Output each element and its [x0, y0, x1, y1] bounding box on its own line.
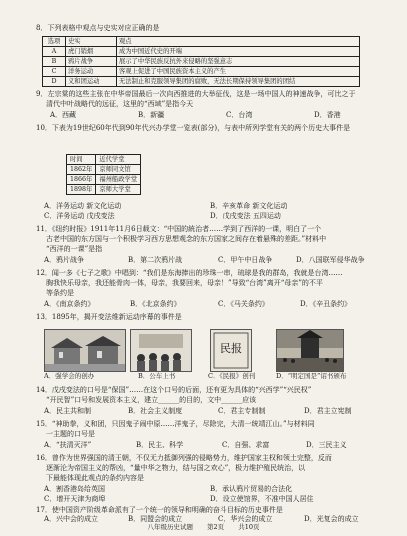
q11-stem-line1: 11．《纽约时报》1911年11月6日载文：“中国的統治者……学到了西洋的一课，明白了一个	[36, 225, 322, 233]
q12-stem-line3: 等条约是	[46, 289, 74, 297]
table-cell: B	[43, 57, 66, 67]
table-header: 选项	[43, 37, 66, 47]
q12-option-a[interactable]: A．《南京条约》	[44, 300, 95, 308]
table-row	[67, 175, 141, 185]
q8-table	[42, 36, 360, 87]
table-cell: 虎门销烟	[66, 47, 117, 57]
q15-option-a[interactable]: A．“扶清灭洋”	[44, 441, 92, 449]
q15-option-d[interactable]: D．三民主义	[306, 441, 347, 449]
table-row	[43, 57, 360, 67]
table-header: 史实	[66, 37, 117, 47]
q10-option-b[interactable]: B．辛亥革命 新文化运动	[210, 202, 288, 210]
q13-image-c-newspaper[interactable]	[210, 329, 252, 372]
q9-option-b[interactable]: B．新疆	[138, 111, 165, 119]
q13-option-d[interactable]: D．“明定国是”诏书颁布	[276, 372, 347, 380]
q17-option-c[interactable]: C．华兴会的成立	[218, 515, 273, 523]
table-header-row	[67, 155, 141, 165]
q14-option-b[interactable]: B．社会主义制度	[128, 407, 183, 415]
q14-stem-line1: 14．戊戌变法的口号是“保国”……在这个口号的后面，还有更为具体的“兴西学”“兴民权”	[36, 386, 312, 394]
q17-option-d[interactable]: D．光复会的成立	[304, 515, 359, 523]
q9-option-a[interactable]: A．西藏	[50, 111, 77, 119]
table-cell: 1862年	[67, 165, 96, 175]
q9-option-d[interactable]: D．香港	[314, 111, 341, 119]
q11-stem-line2: 古老中国的东方国与一个积极学习西方思想观念的东方国家之间存在着悬殊的差距。”材料中	[46, 235, 327, 243]
q14-option-d[interactable]: D．君主立宪制	[304, 407, 352, 415]
q15-stem-line2: 一主题的口号是	[46, 430, 95, 438]
table-cell: 义和团运动	[66, 77, 117, 87]
q11-option-b[interactable]: B．第二次鸦片战	[128, 256, 183, 264]
q16-stem-line1: 16．曾作为世界强国的清王朝，不仅无力抵御列强的侵略势力，维护国家主权和领土完整，反而	[36, 454, 332, 462]
q12-option-c[interactable]: C．《马关条约》	[218, 300, 269, 308]
q12-stem-line2: 胸我快乐母亲，我还能骨肉一体，母亲，我要回来，母亲！”导致“台湾”离开“母亲”的不平	[46, 279, 323, 287]
q16-option-d[interactable]: D．设立使馆界，不准中国人居住	[210, 495, 314, 503]
q16-stem-line3: 下最能体现此观点的条约内容是	[46, 474, 144, 482]
page-footer	[0, 522, 407, 531]
q13-image-d-gate[interactable]	[276, 329, 344, 372]
table-cell: 福州船政学堂	[96, 175, 141, 185]
table-cell: 成为中国近代史的开端	[117, 47, 360, 57]
q9-option-c[interactable]: C．台湾	[226, 111, 253, 119]
table-cell: 鸦片战争	[66, 57, 117, 67]
q11-option-a[interactable]: A．鸦片战争	[44, 256, 85, 264]
table-cell: 京师同文馆	[96, 165, 141, 175]
footer-page-number: 第2页	[207, 523, 225, 531]
q15-option-c[interactable]: C．自强、求富	[222, 441, 270, 449]
q13-image-b-crowd[interactable]	[130, 329, 192, 372]
q16-option-c[interactable]: C．增开天津为商埠	[44, 495, 106, 503]
q12-option-d[interactable]: D．《辛丑条约》	[300, 300, 352, 308]
table-header: 观点	[117, 37, 360, 47]
q13-option-a[interactable]: A．强学会的创办	[44, 372, 95, 380]
q11-option-c[interactable]: C．甲午中日战争	[218, 256, 273, 264]
table-cell: 洋务运动	[66, 67, 117, 77]
q14-option-a[interactable]: A．民主共和制	[44, 407, 92, 415]
table-cell: 1866年	[67, 175, 96, 185]
q16-stem-line2: 逐渐沦为帝国主义的帮凶，“量中华之物力，结与国之欢心”，极力维护殖民统治，以	[46, 464, 306, 472]
q9-stem-line1: 9．左宗棠的这些主张在中华帝国最后一次向西推进的大举征伐，这是一场中国人的神速战争，可比之于	[36, 90, 356, 98]
table-row	[43, 47, 360, 57]
table-row	[43, 77, 360, 87]
q13-image-c-title: 民报	[220, 342, 242, 355]
q9-stem-line2: 清代中叶战略代的远征，这里的“西域”是指今天	[46, 100, 194, 108]
table-cell: 展示了中华民族反抗外来侵略的坚强意志	[117, 57, 360, 67]
q17-option-a[interactable]: A．兴中会的成立	[44, 515, 99, 523]
q11-option-d[interactable]: D．八国联军侵华战争	[296, 256, 365, 264]
q10-option-c[interactable]: C．洋务运动 戊戌变法	[44, 212, 115, 220]
table-cell: 京师大学堂	[96, 185, 141, 195]
q14-option-c[interactable]: C．君主专制制	[218, 407, 266, 415]
footer-subject: 八年级历史试题	[147, 523, 193, 531]
q17-option-b[interactable]: B．同盟会的成立	[128, 515, 183, 523]
q13-stem: 13．1895年，揭开变法维新运动序幕的事件是	[36, 313, 182, 321]
q12-stem-line1: 12．闻一多《七子之歌》中唱到：“我们是东海捧出的珍珠一串，琉球是我的群岛，我就是台湾……	[36, 269, 343, 277]
q10-option-d[interactable]: D．戊戌变法 五四运动	[210, 212, 281, 220]
q10-stem: 10．下表为19世纪60年代到90年代兴办学堂一览表(部分)，与表中所列学堂有关的两个历史大事件是	[36, 124, 351, 132]
table-cell: 客观上促进了中国民族资本主义的产生	[117, 67, 360, 77]
q14-stem-line2: “开民智”口号和发展资本主义，建立______的目的，文中______应该	[46, 396, 257, 404]
table-header-row	[43, 37, 360, 47]
table-row	[67, 185, 141, 195]
table-row	[43, 67, 360, 77]
q15-stem-line1: 15．“神助拳，义和团，只因鬼子闹中原……洋鬼子，尽除完，大清一统靖江山。”与材料同	[36, 420, 315, 428]
table-cell: D	[43, 77, 66, 87]
table-cell: C	[43, 67, 66, 77]
table-cell: 无法制止和克服领导集团的腐败，无法长期保持领导集团的团结	[117, 77, 360, 87]
table-header: 时间	[67, 155, 96, 165]
q13-option-c[interactable]: C．《民报》创刊	[208, 372, 256, 380]
q10-option-a[interactable]: A．洋务运动 新文化运动	[44, 202, 122, 210]
q16-option-b[interactable]: B．承认鸦片贸易的合法化	[210, 485, 293, 493]
q16-option-a[interactable]: A．割香港岛给英国	[44, 485, 106, 493]
footer-page-total: 共10页	[238, 523, 260, 531]
q12-option-b[interactable]: B．《北京条约》	[130, 300, 181, 308]
q13-image-a-building[interactable]	[44, 329, 126, 372]
q17-stem: 17．使中国资产阶级革命派有了一个统一的领导和明确的奋斗目标的历史事件是	[36, 506, 283, 514]
q13-option-b[interactable]: B．公车上书	[138, 372, 176, 380]
q11-stem-line3: “西洋的一课”是指	[46, 245, 103, 253]
q8-stem: 8．下列表格中观点与史实对应正确的是	[36, 24, 160, 32]
table-row	[67, 165, 141, 175]
table-header: 近代学堂	[96, 155, 141, 165]
table-cell: 1898年	[67, 185, 96, 195]
table-cell: A	[43, 47, 66, 57]
q10-table	[66, 154, 141, 195]
q15-option-b[interactable]: B．民主、科学	[136, 441, 184, 449]
